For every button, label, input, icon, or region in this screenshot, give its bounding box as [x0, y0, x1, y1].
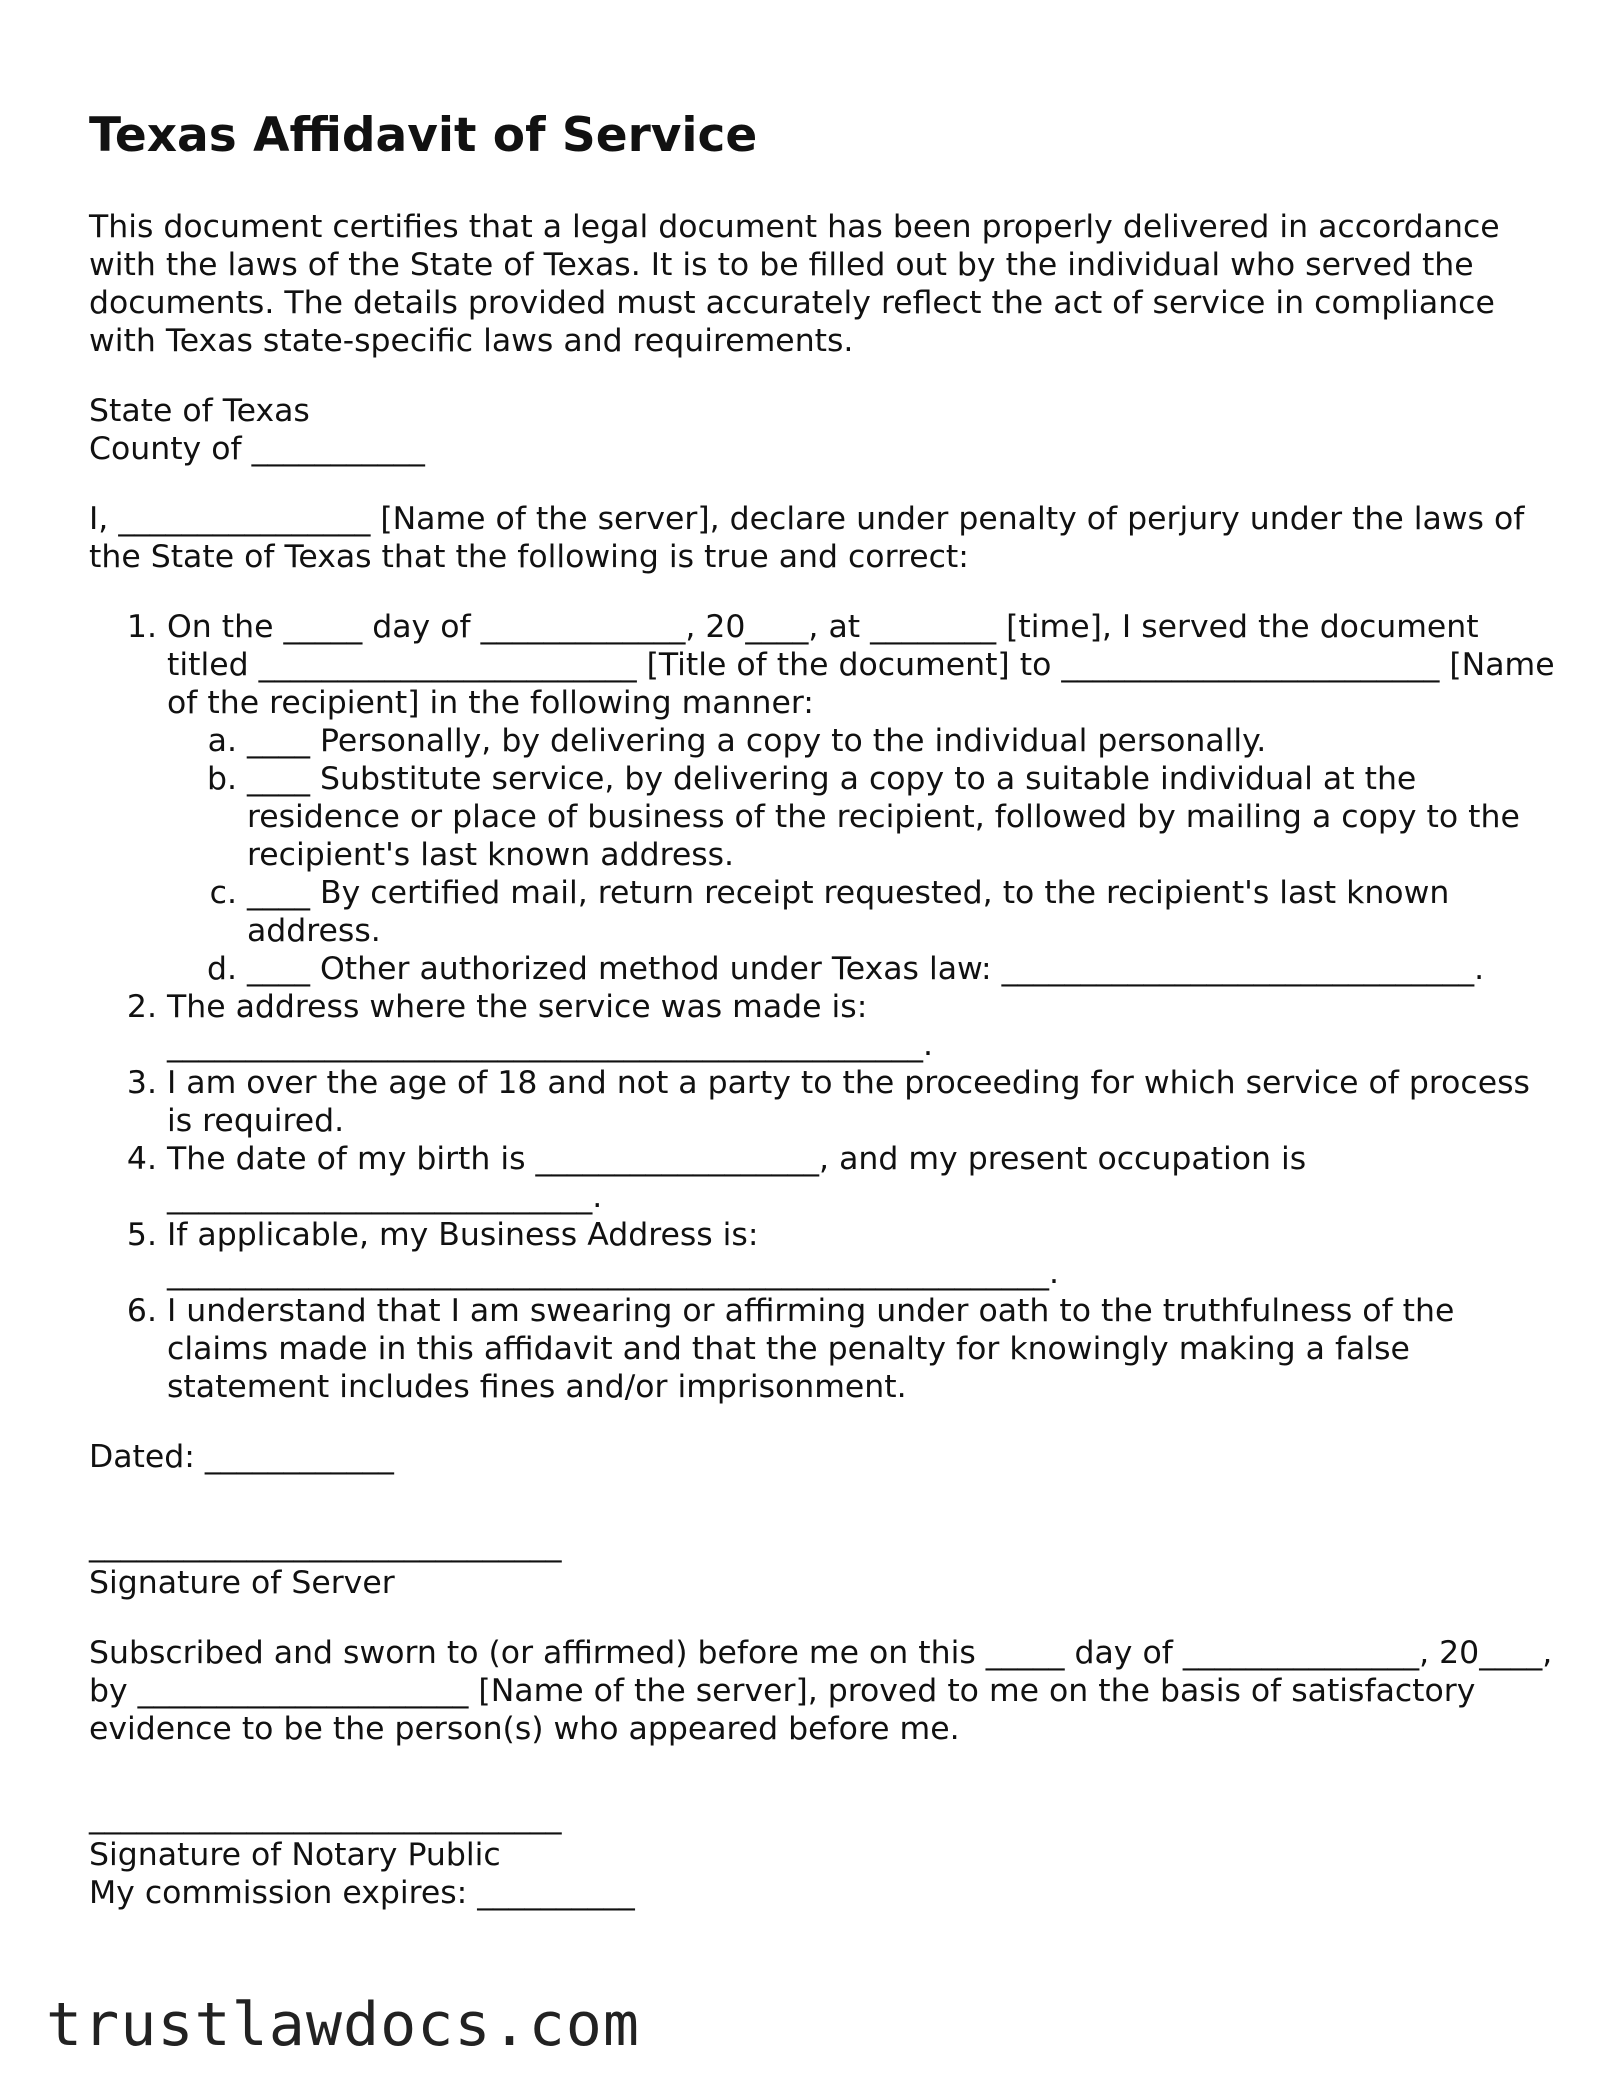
- affidavit-items-list: [89, 608, 1559, 1406]
- notary-commission: My commission expires: __________: [89, 1875, 635, 1911]
- venue-block: [89, 392, 1559, 468]
- item-1-text: On the _____ day of _____________, 20____, at ________ [time], I served the document titled ________________________ [Title of the document] to ________________________ [Name of the recipient] in the following manner:: [167, 609, 1555, 721]
- list-item: 2. The address where the service was made is: ________________________________________________.: [167, 988, 1559, 1064]
- server-signature-label: Signature of Server: [89, 1565, 395, 1601]
- list-item: d. ____ Other authorized method under Texas law: ______________________________.: [247, 950, 1559, 988]
- watermark-text: trustlawdocs.com: [46, 1990, 640, 2060]
- declaration-paragraph: I, ________________ [Name of the server], declare under penalty of perjury under the laws of the State of Texas that the following is true and correct:: [89, 501, 1525, 575]
- list-item: b. ____ Substitute service, by delivering a copy to a suitable individual at the residence or place of business of the recipient, followed by mailing a copy to the recipient's last known address.: [247, 760, 1559, 874]
- list-item: c. ____ By certified mail, return receipt requested, to the recipient's last known address.: [247, 874, 1559, 950]
- venue-county: County of ___________: [89, 431, 425, 467]
- server-signature-block: [89, 1526, 1559, 1602]
- list-item: [167, 608, 1559, 988]
- venue-state: State of Texas: [89, 393, 310, 429]
- document-title: Texas Affidavit of Service: [89, 108, 758, 163]
- server-signature-line: ______________________________: [89, 1527, 562, 1563]
- service-method-options: [167, 722, 1559, 988]
- dated-line: Dated: ____________: [89, 1439, 394, 1475]
- notary-block: [89, 1798, 1559, 1912]
- notary-signature-label: Signature of Notary Public: [89, 1837, 501, 1873]
- document-page: [89, 108, 1559, 1912]
- list-item: 4. The date of my birth is __________________, and my present occupation is ___________________________.: [167, 1140, 1559, 1216]
- intro-paragraph: This document certifies that a legal document has been properly delivered in accordance with the laws of the State of Texas. It is to be filled out by the individual who served the documents. The details provided must accurately reflect the act of service in compliance with Texas state-specific laws and requirements.: [89, 209, 1500, 359]
- list-item: 6. I understand that I am swearing or affirming under oath to the truthfulness of the claims made in this affidavit and that the penalty for knowingly making a false statement includes fines and/or imprisonment.: [167, 1292, 1559, 1406]
- list-item: 3. I am over the age of 18 and not a party to the proceeding for which service of process is required.: [167, 1064, 1559, 1140]
- jurat-paragraph: Subscribed and sworn to (or affirmed) before me on this _____ day of _______________, 20____, by _____________________ [Name of the server], proved to me on the basis of satisfactory evidence to be the person(s) who appeared before me.: [89, 1635, 1553, 1747]
- list-item: a. ____ Personally, by delivering a copy to the individual personally.: [247, 722, 1559, 760]
- list-item: 5. If applicable, my Business Address is: ________________________________________________________.: [167, 1216, 1559, 1292]
- notary-signature-line: ______________________________: [89, 1799, 562, 1835]
